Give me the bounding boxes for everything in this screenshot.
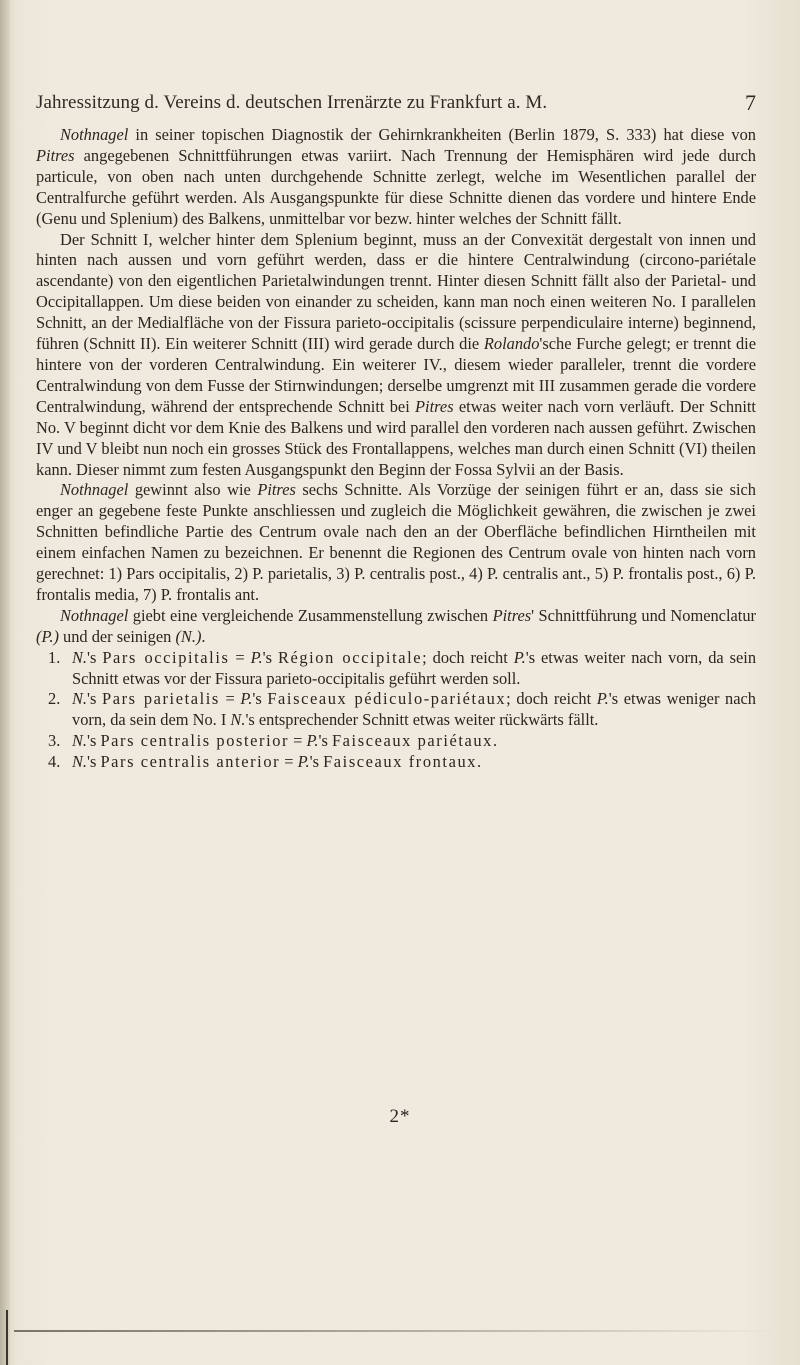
signature-mark: 2* (389, 1106, 411, 1127)
list-item-number: 3. (48, 731, 61, 751)
book-spine-shadow (0, 0, 10, 1365)
page-header (36, 92, 756, 122)
list-item-number: 4. (48, 752, 61, 772)
list-item-text: N.'s Pars parietalis = P.'s Faisceaux pédiculo-pariétaux; doch reicht P.'s etwas weniger nach vorn, da sein dem No. I N.'s entsprechender Schnitt etwas weiter rückwärts fällt. (72, 689, 756, 730)
paragraph-3: Nothnagel gewinnt also wie Pitres sechs Schnitte. Als Vorzüge der seinigen führt er an, dass sie sich enger an gegebene feste Punkte anschliessen und zugleich die Möglichkeit gewähren, die zwischen je zwei Schnitten befindliche Partie des Centrum ovale nach den an der Oberfläche befindlichen Hirntheilen mit einem einfachen Namen zu bezeichnen. Er benennt die Regionen des Centrum ovale von hinten nach vorn gerechnet: 1) Pars occipitalis, 2) P. parietalis, 3) P. centralis post., 4) P. centralis ant., 5) P. frontalis post., 6) P. frontalis media, 7) P. frontalis ant. (36, 480, 756, 604)
running-head: Jahressitzung d. Vereins d. deutschen Irrenärzte zu Frankfurt a. M. (36, 92, 548, 113)
page-bottom-edge (14, 1330, 774, 1332)
list-item-text: N.'s Pars centralis anterior = P.'s Faisceaux frontaux. (72, 752, 482, 772)
list-item (36, 689, 756, 731)
page-body (36, 125, 756, 773)
paragraph-2: Der Schnitt I, welcher hinter dem Splenium beginnt, muss an der Convexität dergestalt von innen und hinten nach aussen und vorn geführt werden, dass er die hintere Centralwindung (circono-pariétale ascendante) von den eigentlichen Parietalwindungen trennt. Hinter diesen Schnitt fällt also der Parietal- und Occipitallappen. Um diese beiden von einander zu scheiden, kann man noch einen weiteren No. I parallelen Schnitt, an der Medialfläche von der Fissura parieto-occipitalis (scissure perpendiculaire interne) beginnend, führen (Schnitt II). Ein weiterer Schnitt (III) wird gerade durch die Rolando'sche Furche gelegt; er trennt die hintere von der vorderen Centralwindung. Ein weiterer IV., diesem wieder paralleler, trennt die vordere Centralwindung von dem Fusse der Stirnwindungen; derselbe umgrenzt mit III zusammen gerade die vordere Centralwindung, während der entsprechende Schnitt bei Pitres etwas weiter nach vorn verläuft. Der Schnitt No. V beginnt dicht vor dem Knie des Balkens und wird parallel den vorderen nach aussen geführt. Zwischen IV und V bleibt nun noch ein grosses Stück des Frontallappens, welches man durch einen Schnitt (VI) theilen kann. Dieser nimmt zum festen Ausgangspunkt den Beginn der Fossa Sylvii an der Basis. (36, 229, 757, 479)
list-item (36, 648, 756, 690)
list-item-number: 2. (48, 689, 61, 709)
list-item (36, 731, 756, 752)
list-item (36, 752, 756, 773)
comparison-list (36, 648, 756, 773)
page-corner-mark (6, 1310, 8, 1365)
paragraph-4: Nothnagel giebt eine vergleichende Zusammenstellung zwischen Pitres' Schnittführung und Nomenclatur (P.) und der seinigen (N.). (36, 605, 756, 646)
page-number: 7 (745, 90, 756, 115)
list-item-text: N.'s Pars occipitalis = P.'s Région occipitale; doch reicht P.'s etwas weiter nach vorn, da sein Schnitt etwas vor der Fissura parieto-occipitalis geführt werden soll. (72, 647, 757, 688)
list-item-text: N.'s Pars centralis posterior = P.'s Faisceaux pariétaux. (72, 731, 498, 751)
list-item-number: 1. (48, 647, 61, 667)
paragraph-1: Nothnagel in seiner topischen Diagnostik der Gehirnkrankheiten (Berlin 1879, S. 333) hat diese von Pitres angegebenen Schnittführungen etwas variirt. Nach Trennung der Hemisphären wird jede durch particule, von oben nach unten durchgehende Schnitte zerlegt, welche im Wesentlichen parallel der Centralfurche geführt werden. Als Ausgangspunkte für diese Schnitte dienen das vordere und hintere Ende (Genu und Splenium) des Balkens, unmittelbar vor bezw. hinter welches der Schnitt fällt. (36, 125, 756, 228)
